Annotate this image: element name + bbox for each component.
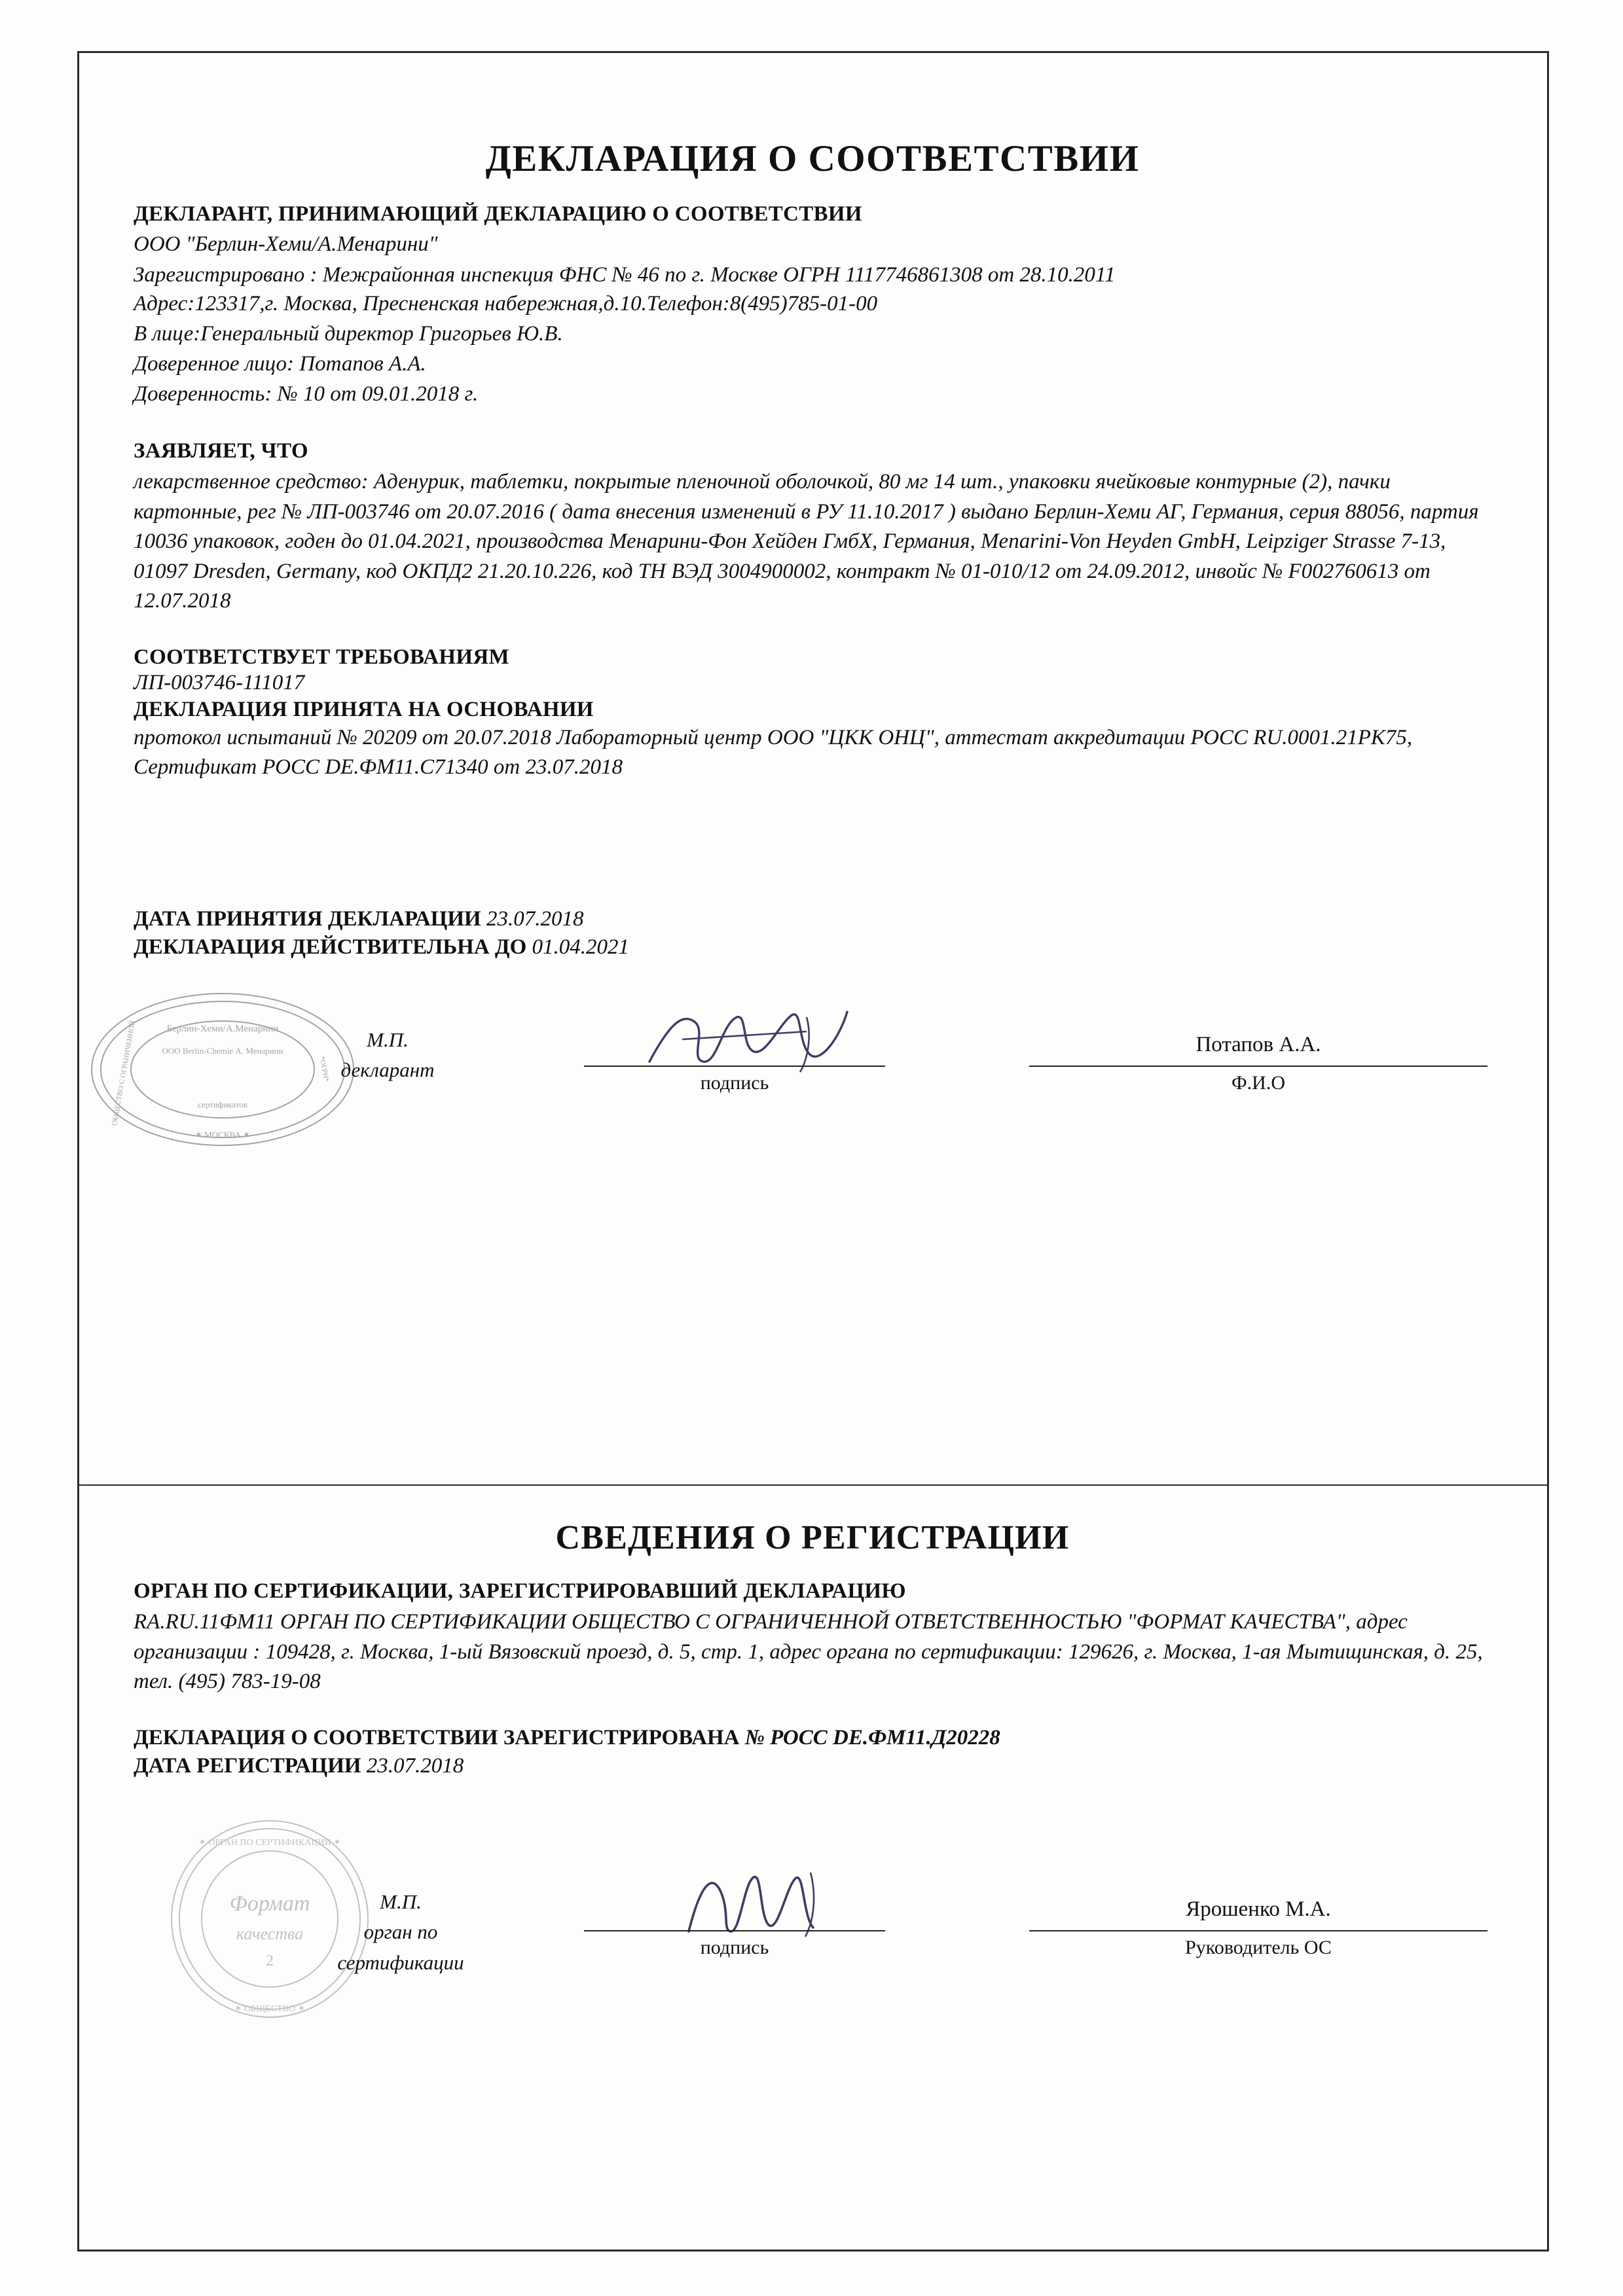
svg-text:✶ МОСКВА ✶: ✶ МОСКВА ✶ <box>195 1129 250 1139</box>
registrar-signature-block <box>100 1837 1525 2014</box>
registration-number-value: № РОСС DE.ФМ11.Д20228 <box>744 1725 1000 1749</box>
svg-text:ООО Berlin-Chemie А. Менарини: ООО Berlin-Chemie А. Менарини <box>162 1045 283 1056</box>
declarant-representative: В лице:Генеральный директор Григорьев Ю.В. <box>134 322 563 346</box>
registration-date-value: 23.07.2018 <box>366 1753 464 1778</box>
svg-text:Берлин-Хеми/А.Менарини: Берлин-Хеми/А.Менарини <box>166 1023 279 1034</box>
registrar-signature-caption: подпись <box>700 1936 769 1958</box>
registrar-signature-line <box>584 1930 885 1931</box>
registrar-signer-name: Ярошенко М.А. <box>1186 1897 1331 1921</box>
svg-text:2: 2 <box>266 1952 274 1969</box>
conforms-heading: СООТВЕТСТВУЕТ ТРЕБОВАНИЯМ <box>134 645 509 669</box>
declares-heading: ЗАЯВЛЯЕТ, ЧТО <box>134 439 308 463</box>
svg-text:✶ ОРГАН ПО СЕРТИФИКАЦИИ ✶: ✶ ОРГАН ПО СЕРТИФИКАЦИИ ✶ <box>198 1837 341 1848</box>
conforms-value: ЛП-003746-111017 <box>134 670 305 694</box>
declares-text: лекарственное средство: Аденурик, таблетки, покрытые пленочной оболочкой, 80 мг 14 шт., упаковки ячейковые контурные (2), пачки картонные, рег № ЛП-003746 от 20.07.2016 ( дата внесения изменений в РУ 11.10.2017 ) выдано Берлин-Хеми АГ, Германия, серия 88056, партия 10036 упаковок, годен до 01.04.2021, производства Менарини-Фон Хейден ГмбХ, Германия, Menarini-Von Heyden GmbH, Leipziger Strasse 7-13, 01097 Dresden, Germany, код ОКПД2 21.20.10.226, код ТН ВЭД 3004900002, контракт № 01-010/12 от 24.09.2012, инвойс № F002760613 от 12.07.2018 <box>134 469 1479 613</box>
acceptance-date-value: 23.07.2018 <box>486 906 584 931</box>
mp-text: М.П. <box>380 1890 422 1913</box>
registration-number-row <box>134 1726 1525 1750</box>
svg-text:сертификатов: сертификатов <box>198 1099 247 1109</box>
registrar-stamp-label <box>302 1887 499 1979</box>
declarant-stamp-label <box>316 1025 460 1086</box>
registrar-name-line <box>1029 1930 1487 1931</box>
spacer <box>100 410 1525 439</box>
spacer <box>100 617 1525 645</box>
registration-body-heading: ОРГАН ПО СЕРТИФИКАЦИИ, ЗАРЕГИСТРИРОВАВШИЙ ДЕКЛАРАЦИЮ <box>134 1579 906 1603</box>
svg-text:*ОГРН*: *ОГРН* <box>318 1055 331 1083</box>
acceptance-date-label: ДАТА ПРИНЯТИЯ ДЕКЛАРАЦИИ <box>134 906 481 931</box>
svg-text:Формат: Формат <box>229 1891 310 1916</box>
svg-text:ОБЩЕСТВО С ОГРАНИЧЕННОЙ: ОБЩЕСТВО С ОГРАНИЧЕННОЙ <box>111 1020 137 1126</box>
declarant-power-of-attorney: Доверенность: № 10 от 09.01.2018 г. <box>134 382 479 406</box>
declarant-signature-line <box>584 1066 885 1067</box>
registrar-signature-mark <box>676 1859 898 1938</box>
basis-heading: ДЕКЛАРАЦИЯ ПРИНЯТА НА ОСНОВАНИИ <box>134 697 594 721</box>
registration-section <box>100 1495 1525 2014</box>
mp-text: М.П. <box>367 1028 409 1051</box>
section-divider <box>77 1484 1549 1486</box>
registration-number-label: ДЕКЛАРАЦИЯ О СООТВЕТСТВИИ ЗАРЕГИСТРИРОВАНА <box>134 1725 740 1749</box>
basis-text: протокол испытаний № 20209 от 20.07.2018 Лабораторный центр ООО "ЦКК ОНЦ", аттестат аккредитации РОСС RU.0001.21РК75, Сертификат РОСС DE.ФМ11.С71340 от 23.07.2018 <box>134 725 1413 780</box>
svg-text:✶ ОБЩЕСТВО ✶: ✶ ОБЩЕСТВО ✶ <box>234 2003 306 2014</box>
declarant-signature-block <box>100 992 1525 1139</box>
declarant-name-line <box>1029 1066 1487 1067</box>
svg-text:качества: качества <box>236 1924 304 1943</box>
registrar-role-line2: сертификации <box>337 1950 464 1974</box>
declarant-address: Адрес:123317,г. Москва, Пресненская набережная,д.10.Телефон:8(495)785-01-00 <box>134 292 878 316</box>
registrar-role-line1: орган по <box>363 1920 438 1944</box>
valid-until-row <box>134 935 1525 960</box>
registration-date-row <box>134 1754 1525 1778</box>
declarant-role: декларант <box>340 1058 435 1082</box>
registration-title: СВЕДЕНИЯ О РЕГИСТРАЦИИ <box>555 1519 1070 1556</box>
acceptance-date-row <box>134 907 1525 931</box>
registration-body-text: RA.RU.11ФМ11 ОРГАН ПО СЕРТИФИКАЦИИ ОБЩЕСТВО С ОГРАНИЧЕННОЙ ОТВЕТСТВЕННОСТЬЮ "ФОРМАТ КАЧЕСТВА", адрес организации : 109428, г. Москва, 1-ый Вязовский проезд, д. 5, стр. 1, адрес органа по сертификации: 129626, г. Москва, 1-ая Мытищинская, д. 25, тел. (495) 783-19-08 <box>134 1610 1483 1694</box>
declarant-name: ООО "Берлин-Хеми/А.Менарини" <box>134 232 438 256</box>
spacer <box>100 783 1525 907</box>
declarant-authorized-person: Доверенное лицо: Потапов А.А. <box>134 352 426 376</box>
declarant-name-caption: Ф.И.О <box>1231 1071 1286 1094</box>
registration-date-label: ДАТА РЕГИСТРАЦИИ <box>134 1753 361 1778</box>
declarant-heading: ДЕКЛАРАНТ, ПРИНИМАЮЩИЙ ДЕКЛАРАЦИЮ О СООТВЕТСТВИИ <box>134 202 862 226</box>
spacer <box>100 1697 1525 1726</box>
page-title: ДЕКЛАРАЦИЯ О СООТВЕТСТВИИ <box>485 138 1140 179</box>
valid-until-value: 01.04.2021 <box>532 935 630 959</box>
declarant-signature-caption: подпись <box>700 1071 769 1094</box>
declarant-signer-name: Потапов А.А. <box>1195 1032 1321 1056</box>
declarant-registration: Зарегистрировано : Межрайонная инспекция ФНС № 46 по г. Москве ОГРН 1117746861308 от 28.10.2011 <box>134 262 1116 287</box>
registrar-name-caption: Руководитель ОС <box>1185 1936 1332 1958</box>
valid-until-label: ДЕКЛАРАЦИЯ ДЕЙСТВИТЕЛЬНА ДО <box>134 935 527 959</box>
